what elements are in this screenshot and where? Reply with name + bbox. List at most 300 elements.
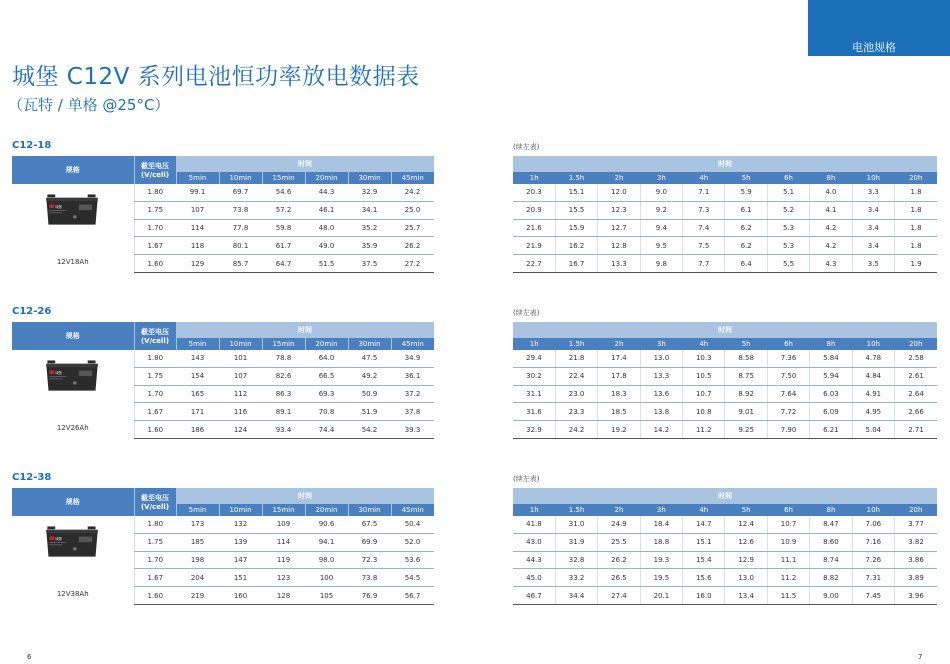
cutoff-voltage-cell: 1.67 (134, 237, 176, 255)
power-value-cell: 10.3 (683, 350, 725, 367)
time-column-header: 6h (767, 338, 809, 350)
cutoff-voltage-cell: 1.60 (134, 587, 176, 605)
cutoff-voltage-cell: 1.80 (134, 516, 176, 533)
battery-brand-text: 城堡 (55, 536, 62, 541)
power-value-cell: 22.4 (555, 367, 597, 385)
time-header: 时间 (176, 156, 434, 172)
power-value-cell: 67.5 (348, 516, 391, 533)
power-value-cell: 99.1 (176, 184, 219, 201)
power-value-cell: 8.75 (725, 367, 767, 385)
power-value-cell: 7.50 (767, 367, 809, 385)
time-column-header: 8h (810, 172, 852, 184)
power-value-cell: 4.91 (852, 385, 894, 403)
power-value-cell: 50.4 (391, 516, 434, 533)
power-value-cell: 198 (176, 551, 219, 569)
power-value-cell: 9.01 (725, 403, 767, 421)
power-value-cell: 15.1 (555, 184, 597, 201)
power-value-cell: 35.2 (348, 219, 391, 237)
time-column-header: 6h (767, 504, 809, 516)
continued-note: (续左表) (513, 143, 540, 151)
power-value-cell: 3.4 (852, 201, 894, 219)
power-value-cell: 8.60 (810, 533, 852, 551)
power-value-cell: 3.96 (895, 587, 937, 605)
power-value-cell: 73.8 (219, 201, 262, 219)
power-value-cell: 1.9 (895, 255, 937, 273)
table-row (513, 516, 937, 533)
power-value-cell: 31.6 (513, 403, 555, 421)
power-value-cell: 50.9 (348, 385, 391, 403)
power-value-cell: 18.5 (598, 403, 640, 421)
power-value-cell: 13.6 (640, 385, 682, 403)
power-value-cell: 5.2 (767, 201, 809, 219)
cutoff-voltage-cell: 1.75 (134, 201, 176, 219)
time-column-header: 20h (895, 338, 937, 350)
time-header: 时间 (513, 488, 937, 504)
power-value-cell: 6.1 (725, 201, 767, 219)
power-value-cell: 7.3 (683, 201, 725, 219)
time-column-header: 45min (391, 504, 434, 516)
power-value-cell: 80.1 (219, 237, 262, 255)
time-column-header: 2h (598, 172, 640, 184)
power-value-cell: 100 (305, 569, 348, 587)
table-row (513, 184, 937, 201)
power-value-cell: 5.9 (725, 184, 767, 201)
model-heading: C12-18 (12, 140, 52, 151)
power-value-cell: 7.90 (767, 421, 809, 439)
time-header: 时间 (513, 156, 937, 172)
time-column-header: 1.5h (555, 172, 597, 184)
time-header: 时间 (176, 488, 434, 504)
power-value-cell: 20.9 (513, 201, 555, 219)
power-value-cell: 118 (176, 237, 219, 255)
power-value-cell: 44.3 (513, 551, 555, 569)
discharge-table-long (513, 156, 937, 273)
table-row (513, 255, 937, 273)
power-value-cell: 48.0 (305, 219, 348, 237)
power-value-cell: 12.7 (598, 219, 640, 237)
power-value-cell: 105 (305, 587, 348, 605)
power-value-cell: 3.3 (852, 184, 894, 201)
power-value-cell: 160 (219, 587, 262, 605)
time-column-header: 1.5h (555, 504, 597, 516)
power-value-cell: 11.1 (767, 551, 809, 569)
power-value-cell: 19.2 (598, 421, 640, 439)
cutoff-voltage-unit: (V/cell) (140, 171, 170, 179)
table-row (513, 569, 937, 587)
power-value-cell: 204 (176, 569, 219, 587)
power-value-cell: 34.4 (555, 587, 597, 605)
table-row (513, 237, 937, 255)
power-value-cell: 1.8 (895, 237, 937, 255)
power-value-cell: 4.3 (810, 255, 852, 273)
power-value-cell: 7.5 (683, 237, 725, 255)
power-value-cell: 15.9 (555, 219, 597, 237)
time-column-header: 5min (176, 338, 219, 350)
model-heading: C12-38 (12, 472, 52, 483)
power-value-cell: 5.84 (810, 350, 852, 367)
power-value-cell: 114 (176, 219, 219, 237)
power-value-cell: 4.0 (810, 184, 852, 201)
power-value-cell: 12.4 (725, 516, 767, 533)
battery-image (44, 190, 100, 228)
power-value-cell: 8.47 (810, 516, 852, 533)
spec-header: 规格 (12, 488, 134, 516)
power-value-cell: 12.3 (598, 201, 640, 219)
power-value-cell: 70.8 (305, 403, 348, 421)
power-value-cell: 56.7 (391, 587, 434, 605)
power-value-cell: 44.3 (305, 184, 348, 201)
power-value-cell: 23.0 (555, 385, 597, 403)
power-value-cell: 13.3 (598, 255, 640, 273)
cutoff-voltage-cell: 1.80 (134, 350, 176, 367)
power-value-cell: 20.1 (640, 587, 682, 605)
time-column-header: 15min (262, 504, 305, 516)
cutoff-voltage-cell: 1.70 (134, 219, 176, 237)
time-column-header: 5h (725, 172, 767, 184)
time-column-header: 4h (683, 172, 725, 184)
power-value-cell: 52.0 (391, 533, 434, 551)
power-value-cell: 5.94 (810, 367, 852, 385)
table-row (513, 350, 937, 367)
time-column-header: 10min (219, 504, 262, 516)
power-value-cell: 7.26 (852, 551, 894, 569)
cutoff-voltage-cell: 1.70 (134, 385, 176, 403)
power-value-cell: 94.1 (305, 533, 348, 551)
power-value-cell: 5.04 (852, 421, 894, 439)
power-value-cell: 171 (176, 403, 219, 421)
power-value-cell: 46.7 (513, 587, 555, 605)
cutoff-voltage-cell: 1.60 (134, 255, 176, 273)
table-row (12, 184, 434, 201)
spec-header: 规格 (12, 322, 134, 350)
power-value-cell: 6.03 (810, 385, 852, 403)
power-value-cell: 29.4 (513, 350, 555, 367)
power-value-cell: 18.8 (640, 533, 682, 551)
power-value-cell: 4.95 (852, 403, 894, 421)
power-value-cell: 3.5 (852, 255, 894, 273)
spec-header: 规格 (12, 156, 134, 184)
power-value-cell: 15.6 (683, 569, 725, 587)
power-value-cell: 7.31 (852, 569, 894, 587)
time-column-header: 45min (391, 172, 434, 184)
power-value-cell: 109 (262, 516, 305, 533)
power-value-cell: 2.71 (895, 421, 937, 439)
power-value-cell: 11.2 (767, 569, 809, 587)
power-value-cell: 89.1 (262, 403, 305, 421)
power-value-cell: 21.6 (513, 219, 555, 237)
power-value-cell: 14.2 (640, 421, 682, 439)
power-value-cell: 7.45 (852, 587, 894, 605)
power-value-cell: 147 (219, 551, 262, 569)
table-row (12, 350, 434, 367)
power-value-cell: 12.0 (598, 184, 640, 201)
section-tab-label: 电池规格 (852, 41, 896, 54)
discharge-table-short (12, 322, 434, 439)
power-value-cell: 6.2 (725, 237, 767, 255)
power-value-cell: 6.4 (725, 255, 767, 273)
time-column-header: 15min (262, 172, 305, 184)
power-value-cell: 26.2 (598, 551, 640, 569)
power-value-cell: 13.8 (640, 403, 682, 421)
power-value-cell: 36.1 (391, 367, 434, 385)
cutoff-voltage-label: 截至电压 (141, 328, 169, 336)
power-value-cell: 16.2 (555, 237, 597, 255)
power-value-cell: 20.3 (513, 184, 555, 201)
power-value-cell: 21.9 (513, 237, 555, 255)
power-value-cell: 54.2 (348, 421, 391, 439)
time-column-header: 1.5h (555, 338, 597, 350)
power-value-cell: 34.9 (391, 350, 434, 367)
power-value-cell: 26.5 (598, 569, 640, 587)
power-value-cell: 9.0 (640, 184, 682, 201)
time-column-header: 30min (348, 172, 391, 184)
power-value-cell: 85.7 (219, 255, 262, 273)
power-value-cell: 10.7 (683, 385, 725, 403)
battery-image (44, 356, 100, 394)
power-value-cell: 5.3 (767, 219, 809, 237)
cutoff-voltage-cell: 1.75 (134, 367, 176, 385)
power-value-cell: 32.8 (555, 551, 597, 569)
power-value-cell: 31.0 (555, 516, 597, 533)
power-value-cell: 37.5 (348, 255, 391, 273)
power-value-cell: 12.9 (725, 551, 767, 569)
time-column-header: 6h (767, 172, 809, 184)
cutoff-voltage-cell: 1.70 (134, 551, 176, 569)
power-value-cell: 73.8 (348, 569, 391, 587)
power-value-cell: 2.61 (895, 367, 937, 385)
time-column-header: 8h (810, 504, 852, 516)
power-value-cell: 7.06 (852, 516, 894, 533)
power-value-cell: 9.5 (640, 237, 682, 255)
time-column-header: 3h (640, 338, 682, 350)
discharge-table-short (12, 156, 434, 273)
table-row (513, 201, 937, 219)
power-value-cell: 5.3 (767, 237, 809, 255)
power-value-cell: 25.7 (391, 219, 434, 237)
time-column-header: 10min (219, 338, 262, 350)
battery-capacity-label: 12V38Ah (56, 590, 89, 598)
power-value-cell: 4.78 (852, 350, 894, 367)
power-value-cell: 82.6 (262, 367, 305, 385)
power-value-cell: 47.5 (348, 350, 391, 367)
time-column-header: 8h (810, 338, 852, 350)
power-value-cell: 34.1 (348, 201, 391, 219)
power-value-cell: 219 (176, 587, 219, 605)
power-value-cell: 21.8 (555, 350, 597, 367)
model-heading: C12-26 (12, 306, 52, 317)
power-value-cell: 5.5 (767, 255, 809, 273)
battery-brand-text: 城堡 (55, 204, 62, 209)
power-value-cell: 76.9 (348, 587, 391, 605)
power-value-cell: 59.8 (262, 219, 305, 237)
power-value-cell: 9.00 (810, 587, 852, 605)
power-value-cell: 7.4 (683, 219, 725, 237)
power-value-cell: 24.2 (391, 184, 434, 201)
power-value-cell: 13.4 (725, 587, 767, 605)
power-value-cell: 1.8 (895, 201, 937, 219)
power-value-cell: 112 (219, 385, 262, 403)
power-value-cell: 69.7 (219, 184, 262, 201)
power-value-cell: 107 (219, 367, 262, 385)
power-value-cell: 6.21 (810, 421, 852, 439)
time-column-header: 20min (305, 504, 348, 516)
power-value-cell: 1.8 (895, 219, 937, 237)
table-row (513, 533, 937, 551)
power-value-cell: 186 (176, 421, 219, 439)
power-value-cell: 30.2 (513, 367, 555, 385)
power-value-cell: 77.8 (219, 219, 262, 237)
power-value-cell: 54.6 (262, 184, 305, 201)
power-value-cell: 74.4 (305, 421, 348, 439)
discharge-table-long (513, 322, 937, 439)
cutoff-voltage-cell: 1.67 (134, 569, 176, 587)
power-value-cell: 13.0 (725, 569, 767, 587)
battery-capacity-label: 12V18Ah (56, 258, 89, 266)
power-value-cell: 66.5 (305, 367, 348, 385)
time-column-header: 20h (895, 172, 937, 184)
page-title: 城堡 C12V 系列电池恒功率放电数据表 (12, 64, 420, 90)
power-value-cell: 3.89 (895, 569, 937, 587)
power-value-cell: 45.0 (513, 569, 555, 587)
power-value-cell: 119 (262, 551, 305, 569)
power-value-cell: 3.82 (895, 533, 937, 551)
cutoff-voltage-header (134, 322, 176, 350)
power-value-cell: 14.7 (683, 516, 725, 533)
power-value-cell: 93.4 (262, 421, 305, 439)
power-value-cell: 25.0 (391, 201, 434, 219)
table-row (513, 403, 937, 421)
cutoff-voltage-cell: 1.80 (134, 184, 176, 201)
power-value-cell: 4.1 (810, 201, 852, 219)
power-value-cell: 27.4 (598, 587, 640, 605)
table-row (513, 385, 937, 403)
time-column-header: 1h (513, 504, 555, 516)
time-column-header: 5min (176, 504, 219, 516)
power-value-cell: 6.2 (725, 219, 767, 237)
power-value-cell: 4.84 (852, 367, 894, 385)
power-value-cell: 8.82 (810, 569, 852, 587)
power-value-cell: 3.86 (895, 551, 937, 569)
battery-brand-text: 城堡 (55, 370, 62, 375)
time-column-header: 30min (348, 338, 391, 350)
power-value-cell: 51.9 (348, 403, 391, 421)
power-value-cell: 16.0 (683, 587, 725, 605)
time-column-header: 20h (895, 504, 937, 516)
power-value-cell: 7.7 (683, 255, 725, 273)
table-row (513, 367, 937, 385)
power-value-cell: 17.4 (598, 350, 640, 367)
power-value-cell: 3.77 (895, 516, 937, 533)
time-column-header: 5h (725, 504, 767, 516)
power-value-cell: 11.5 (767, 587, 809, 605)
power-value-cell: 15.5 (555, 201, 597, 219)
power-value-cell: 9.25 (725, 421, 767, 439)
battery-image (44, 522, 100, 560)
power-value-cell: 6.09 (810, 403, 852, 421)
power-value-cell: 64.7 (262, 255, 305, 273)
time-column-header: 5h (725, 338, 767, 350)
table-row (513, 421, 937, 439)
power-value-cell: 10.9 (767, 533, 809, 551)
power-value-cell: 15.4 (683, 551, 725, 569)
power-value-cell: 123 (262, 569, 305, 587)
cutoff-voltage-header (134, 156, 176, 184)
power-value-cell: 16.7 (555, 255, 597, 273)
time-column-header: 10h (852, 504, 894, 516)
power-value-cell: 46.1 (305, 201, 348, 219)
time-column-header: 3h (640, 504, 682, 516)
power-value-cell: 132 (219, 516, 262, 533)
power-value-cell: 101 (219, 350, 262, 367)
power-value-cell: 129 (176, 255, 219, 273)
power-value-cell: 37.8 (391, 403, 434, 421)
time-column-header: 2h (598, 338, 640, 350)
power-value-cell: 24.9 (598, 516, 640, 533)
power-value-cell: 12.8 (598, 237, 640, 255)
power-value-cell: 128 (262, 587, 305, 605)
time-column-header: 20min (305, 338, 348, 350)
power-value-cell: 12.6 (725, 533, 767, 551)
power-value-cell: 15.1 (683, 533, 725, 551)
power-value-cell: 31.1 (513, 385, 555, 403)
power-value-cell: 139 (219, 533, 262, 551)
power-value-cell: 143 (176, 350, 219, 367)
power-value-cell: 3.4 (852, 237, 894, 255)
power-value-cell: 23.3 (555, 403, 597, 421)
power-value-cell: 8.92 (725, 385, 767, 403)
table-row (513, 219, 937, 237)
cutoff-voltage-label: 截至电压 (141, 162, 169, 170)
discharge-table-short (12, 488, 434, 605)
power-value-cell: 51.5 (305, 255, 348, 273)
power-value-cell: 26.2 (391, 237, 434, 255)
power-value-cell: 13.3 (640, 367, 682, 385)
power-value-cell: 9.2 (640, 201, 682, 219)
cutoff-voltage-cell: 1.67 (134, 403, 176, 421)
power-value-cell: 10.5 (683, 367, 725, 385)
power-value-cell: 31.9 (555, 533, 597, 551)
power-value-cell: 57.2 (262, 201, 305, 219)
time-column-header: 10h (852, 172, 894, 184)
time-header: 时间 (513, 322, 937, 338)
power-value-cell: 32.9 (513, 421, 555, 439)
time-column-header: 5min (176, 172, 219, 184)
table-row (12, 516, 434, 533)
power-value-cell: 49.2 (348, 367, 391, 385)
power-value-cell: 154 (176, 367, 219, 385)
power-value-cell: 19.3 (640, 551, 682, 569)
power-value-cell: 8.74 (810, 551, 852, 569)
power-value-cell: 9.4 (640, 219, 682, 237)
power-value-cell: 7.72 (767, 403, 809, 421)
power-value-cell: 13.0 (640, 350, 682, 367)
power-value-cell: 78.8 (262, 350, 305, 367)
power-value-cell: 2.64 (895, 385, 937, 403)
power-value-cell: 9.8 (640, 255, 682, 273)
time-column-header: 2h (598, 504, 640, 516)
power-value-cell: 2.66 (895, 403, 937, 421)
power-value-cell: 37.2 (391, 385, 434, 403)
table-row (513, 587, 937, 605)
power-value-cell: 10.8 (683, 403, 725, 421)
continued-note: (续左表) (513, 475, 540, 483)
power-value-cell: 7.16 (852, 533, 894, 551)
power-value-cell: 64.0 (305, 350, 348, 367)
power-value-cell: 24.2 (555, 421, 597, 439)
battery-capacity-label: 12V26Ah (56, 424, 89, 432)
power-value-cell: 25.5 (598, 533, 640, 551)
time-column-header: 20min (305, 172, 348, 184)
